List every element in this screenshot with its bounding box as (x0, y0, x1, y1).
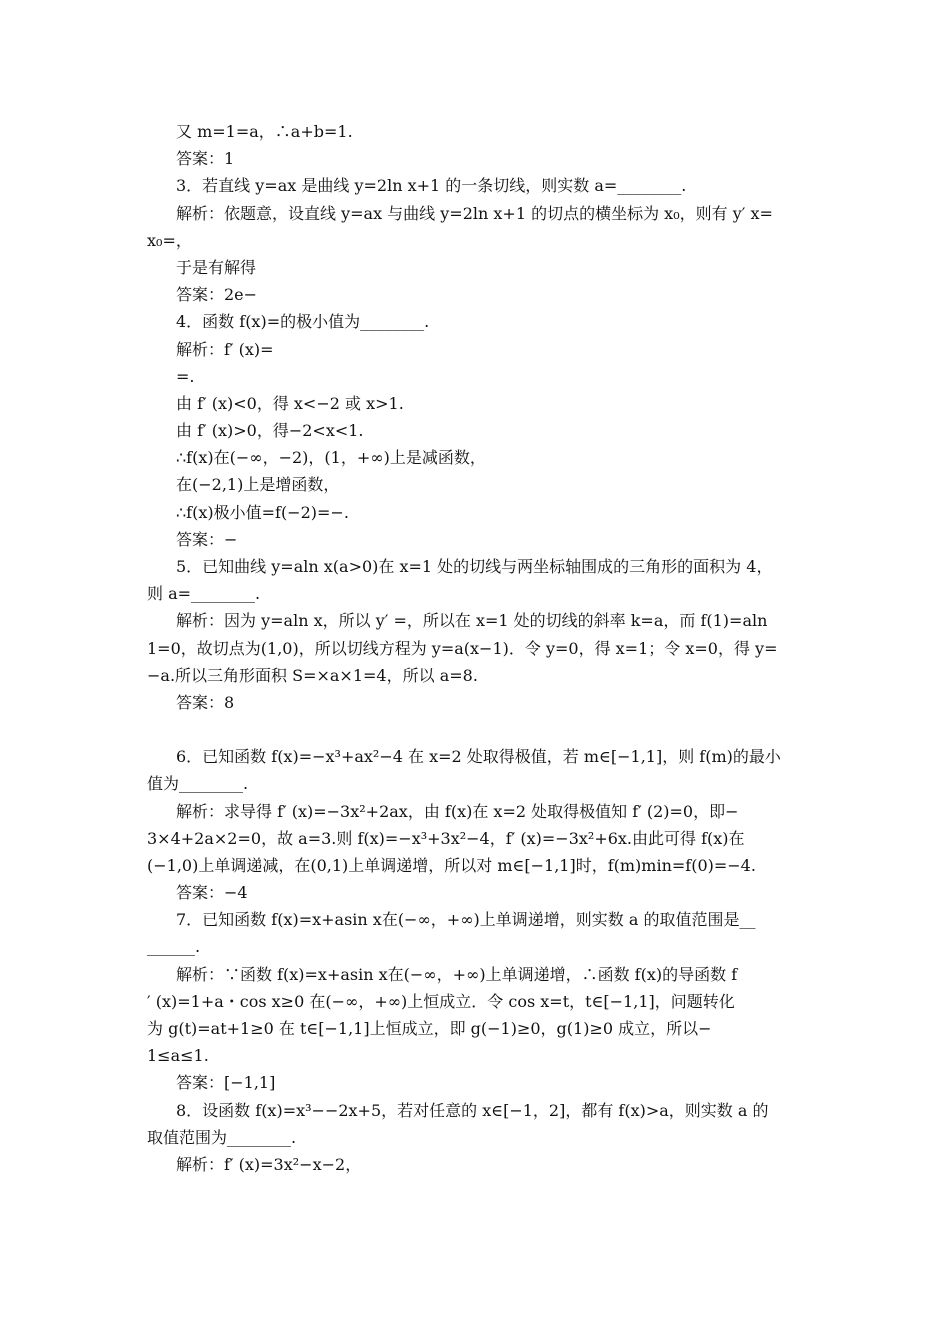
text-line: 又 m=1=a，∴a+b=1. (176, 122, 353, 141)
question-3: 3．若直线 y=ax 是曲线 y=2ln x+1 的一条切线，则实数 a=________. (176, 176, 687, 196)
question-6-cont: 值为________. (147, 774, 249, 794)
answer-line: 答案：[−1,1] (176, 1073, 276, 1093)
answer-line: 答案：8 (176, 692, 235, 712)
solution-line: 在(−2,1)上是增函数， (176, 475, 340, 495)
answer-line: 答案：1 (176, 149, 235, 169)
question-7: 7．已知函数 f(x)=x+asin x在(−∞，+∞)上单调递增，则实数 a 的取值范围是__ (176, 910, 756, 930)
solution-line: 解析：因为 y=aln x，所以 y′ =，所以在 x=1 处的切线的斜率 k=a，而 f(1)=aln (176, 611, 768, 631)
solution-line: ∴f(x)极小值=f(−2)=−. (176, 502, 349, 522)
solution-line: 1≤a≤1. (147, 1046, 209, 1066)
solution-line: 解析：求导得 f′ (x)=−3x²+2ax，由 f(x)在 x=2 处取得极值知 f′ (2)=0，即− (176, 801, 739, 821)
solution-line: x₀=， (147, 230, 192, 250)
solution-line: 由 f′ (x)<0，得 x<−2 或 x>1. (176, 393, 404, 413)
answer-line: 答案：− (176, 529, 238, 549)
question-6: 6．已知函数 f(x)=−x³+ax²−4 在 x=2 处取得极值，若 m∈[−1,1]，则 f(m)的最小 (176, 747, 781, 767)
answer-line: 答案：−4 (176, 883, 248, 903)
blank-line (176, 716, 806, 743)
solution-line: 3×4+2a×2=0，故 a=3.则 f(x)=−x³+3x²−4，f′ (x)=−3x²+6x.由此可得 f(x)在 (147, 828, 745, 848)
question-8: 8．设函数 f(x)=x³−−2x+5，若对任意的 x∈[−1，2]，都有 f(x)>a，则实数 a 的 (176, 1100, 769, 1120)
solution-line: 1=0，故切点为(1,0)，所以切线方程为 y=a(x−1)．令 y=0，得 x=1；令 x=0，得 y= (147, 638, 778, 658)
question-4: 4．函数 f(x)=的极小值为________. (176, 312, 430, 332)
solution-line: 解析：依题意，设直线 y=ax 与曲线 y=2ln x+1 的切点的横坐标为 x₀，则有 y′ x= (176, 203, 773, 223)
solution-line: 由 f′ (x)>0，得−2<x<1. (176, 421, 364, 441)
solution-line: =. (176, 366, 195, 386)
solution-line: 解析：f′ (x)=3x²−x−2， (176, 1154, 362, 1174)
solution-line: 为 g(t)=at+1≥0 在 t∈[−1,1]上恒成立，即 g(−1)≥0，g(1)≥0 成立，所以− (147, 1019, 712, 1038)
solution-line: ′ (x)=1+a・cos x≥0 在(−∞，+∞)上恒成立．令 cos x=t，t∈[−1,1]，问题转化 (147, 991, 735, 1011)
question-7-cont: ______. (147, 937, 201, 957)
solution-line: (−1,0)上单调递减，在(0,1)上单调递增，所以对 m∈[−1,1]时，f(m)min=f(0)=−4. (147, 855, 756, 875)
solution-line: 解析：f′ (x)= (176, 339, 274, 359)
question-8-cont: 取值范围为________. (147, 1127, 297, 1147)
question-5-cont: 则 a=________. (147, 584, 261, 604)
solution-line: 解析：∵函数 f(x)=x+asin x在(−∞，+∞)上单调递增，∴函数 f(x)的导函数 f (176, 964, 738, 984)
answer-line: 答案：2e− (176, 285, 258, 305)
solution-line: −a.所以三角形面积 S=×a×1=4，所以 a=8. (147, 665, 478, 685)
solution-line: ∴f(x)在(−∞，−2)，(1，+∞)上是减函数， (176, 448, 486, 468)
document-body (147, 118, 806, 1178)
question-5: 5．已知曲线 y=aln x(a>0)在 x=1 处的切线与两坐标轴围成的三角形的面积为 4， (176, 557, 773, 576)
solution-line: 于是有解得 (176, 257, 257, 277)
